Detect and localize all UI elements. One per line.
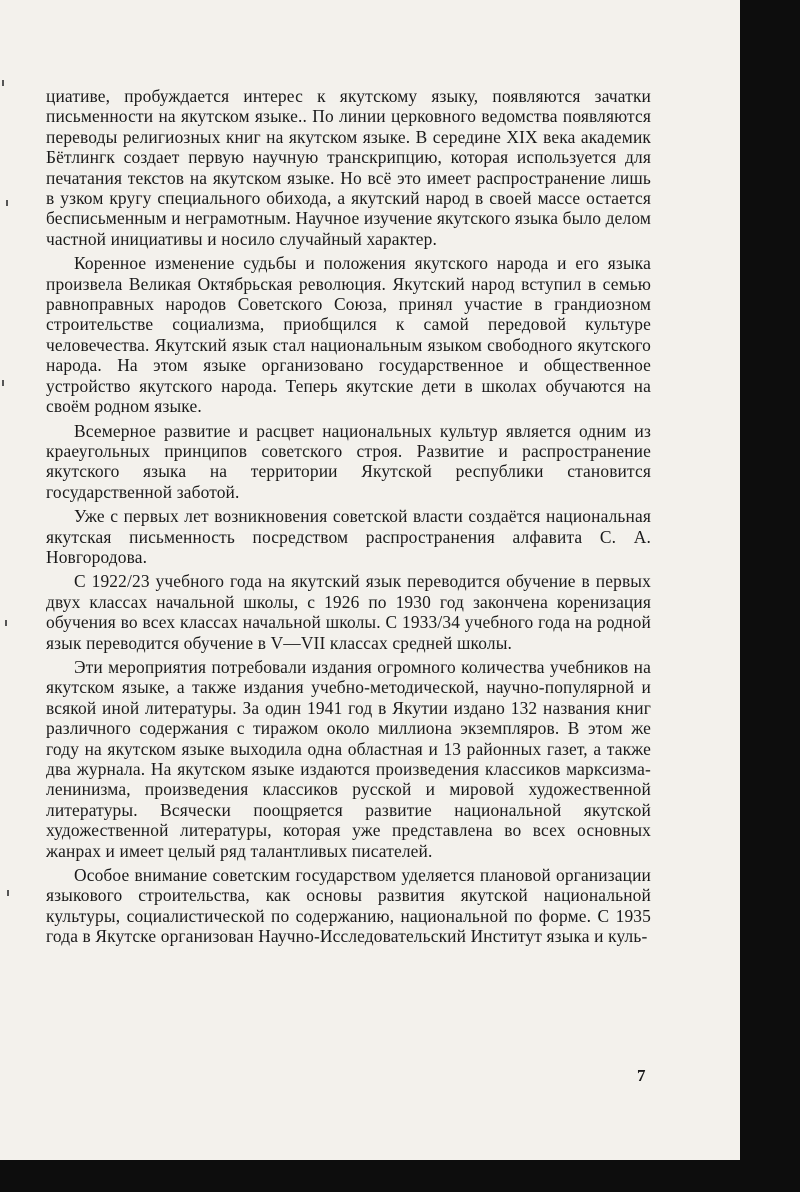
paragraph-4: Уже с первых лет возникновения советской власти создаётся национальная якутская письменность посредством распространения алфавита С. А. Новгородова. [46, 506, 651, 567]
scan-dark-border-bottom [0, 1160, 800, 1192]
paragraph-1: циативе, пробуждается интерес к якутскому языку, появляются зачатки письменности на якутском языке.. По линии церковного ведомства появляются переводы религиозных книг на якутском языке. В середине XIX века академик Бётлингк создает первую научную транскрипцию, которая используется для печатания текстов на якутском языке. Но всё это имеет распространение лишь в узком кругу специального обихода, а якутский народ в своей массе остается бесписьменным и неграмотным. Научное изучение якутского языка было делом частной инициативы и носило случайный характер. [46, 86, 651, 249]
scan-dark-border-right [740, 0, 800, 1192]
paragraph-7: Особое внимание советским государством уделяется плановой организации языкового строительства, как основы развития якутской национальной культуры, социалистической по содержанию, национальной по форме. С 1935 года в Якутске организован Научно-Исследовательский Институт языка и куль- [46, 865, 651, 947]
page-number: 7 [637, 1066, 646, 1085]
paragraph-2: Коренное изменение судьбы и положения якутского народа и его языка произвела Великая Октябрьская революция. Якутский народ вступил в семью равноправных народов Советского Союза, принял участие в грандиозном строительстве социализма, приобщился к самой передовой культуре человечества. Якутский язык стал национальным языком свободного якутского народа. На этом языке организовано государственное и общественное устройство якутского народа. Теперь якутские дети в школах обучаются на своём родном языке. [46, 253, 651, 417]
paragraph-5: С 1922/23 учебного года на якутский язык переводится обучение в первых двух классах начальной школы, с 1926 по 1930 год закончена коренизация обучения во всех классах начальной школы. С 1933/34 учебного года на родной язык переводится обучение в V—VII классах средней школы. [46, 571, 651, 653]
paragraph-3: Всемерное развитие и расцвет национальных культур является одним из краеугольных принципов советского строя. Развитие и распространение якутского языка на территории Якутской республики становится государственной заботой. [46, 420, 651, 502]
body-text [46, 86, 651, 951]
paragraph-6: Эти мероприятия потребовали издания огромного количества учебников на якутском языке, а также издания учебно-методической, научно-популярной и всякой иной литературы. За один 1941 год в Якутии издано 132 названия книг различного содержания с тиражом около миллиона экземпляров. В этом же году на якутском языке выходила одна областная и 13 районных газет, а также два журнала. На якутском языке издаются произведения классиков марксизма-ленинизма, произведения классиков русской и мировой художественной литературы. Всячески поощряется развитие национальной якутской художественной литературы, которая уже представлена во всех основных жанрах и имеет целый ряд талантливых писателей. [46, 656, 651, 861]
scan-margin-specks [2, 60, 16, 1060]
